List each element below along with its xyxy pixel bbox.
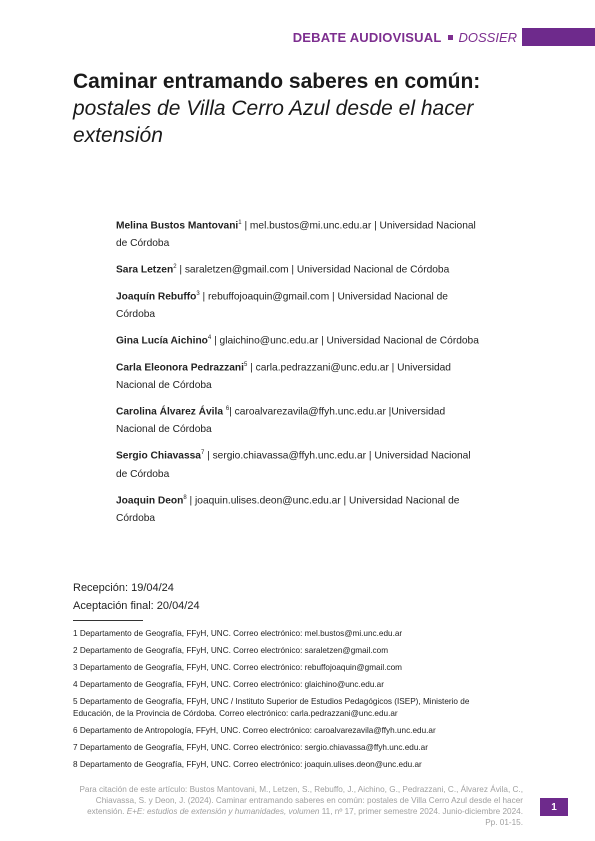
author-entry (116, 356, 481, 395)
header-bullet (448, 35, 453, 40)
author-name: Carla Eleonora Pedrazzani (116, 361, 244, 373)
footnote-mark: 6 (225, 405, 230, 412)
author-entry (116, 400, 481, 439)
author-affiliation: | mel.bustos@mi.unc.edu.ar | Universidad Nacional de Córdoba (116, 220, 476, 250)
author-affiliation: | carla.pedrazzani@unc.edu.ar | Universidad Nacional de Córdoba (116, 361, 451, 391)
author-entry (116, 444, 481, 483)
author-affiliation: | sergio.chiavassa@ffyh.unc.edu.ar | Universidad Nacional de Córdoba (116, 450, 471, 480)
footnote: 1 Departamento de Geografía, FFyH, UNC. Correo electrónico: mel.bustos@mi.unc.edu.ar (73, 629, 403, 638)
footnote: 8 Departamento de Geografía, FFyH, UNC. Correo electrónico: joaquin.ulises.deon@unc.edu.ar (73, 760, 422, 769)
footnote: 2 Departamento de Geografía, FFyH, UNC. Correo electrónico: saraletzen@gmail.com (73, 646, 389, 655)
citation-details: 11, nº 17, primer semestre 2024. Junio-diciembre 2024. Pp. 01-15. (319, 807, 523, 827)
footnote-mark: 8 (183, 494, 187, 501)
author-affiliation: | joaquin.ulises.deon@unc.edu.ar | Universidad Nacional de Córdoba (116, 495, 460, 525)
author-entry (116, 258, 481, 279)
footnote-divider (73, 620, 143, 621)
citation-journal: E+E: estudios de extensión y humanidades, volumen (126, 807, 320, 816)
title-main: Caminar entramando saberes en común: (73, 70, 481, 93)
reception-date: Recepción: 19/04/24 (73, 582, 174, 594)
footnote: 7 Departamento de Geografía, FFyH, UNC. Correo electrónico: sergio.chiavassa@ffyh.unc.edu.ar (73, 743, 428, 752)
author-name: Gina Lucía Aichino (116, 335, 208, 347)
author-affiliation: | saraletzen@gmail.com | Universidad Nacional de Córdoba (176, 264, 450, 276)
author-name: Joaquin Deon (116, 495, 184, 507)
author-entry (116, 214, 481, 253)
author-name: Carolina Álvarez Ávila (116, 406, 226, 418)
running-header (293, 28, 595, 46)
footnote: 4 Departamento de Geografía, FFyH, UNC. Correo electrónico: glaichino@unc.edu.ar (73, 680, 384, 689)
footnote: 6 Departamento de Antropología, FFyH, UNC. Correo electrónico: caroalvarezavila@ffyh.unc.edu.ar (73, 726, 436, 735)
header-section-label: DEBATE AUDIOVISUAL (292, 29, 442, 45)
author-affiliation: | caroalvarezavila@ffyh.unc.edu.ar |Universidad Nacional de Córdoba (116, 406, 446, 436)
citation-text: Para citación de este artículo: Bustos Mantovani, M., Letzen, S., Rebuffo, J., Aichino, G., Pedrazzani, C., Álvarez Ávila, C., Chiavassa, S. y Deon, J. (2024). Caminar entramando saberes en común: postales de Villa Cerro Azul desde el hacer extensión. (79, 785, 523, 816)
footnote-mark: 2 (173, 264, 177, 271)
footnote-mark: 1 (238, 220, 242, 226)
footnote-mark: 3 (196, 290, 200, 297)
submission-dates (73, 579, 200, 615)
author-name: Joaquín Rebuffo (116, 291, 197, 303)
author-entry (116, 285, 481, 324)
author-name: Melina Bustos Mantovani (116, 220, 239, 232)
footnote-mark: 4 (207, 335, 212, 342)
header-accent-bar (522, 28, 595, 46)
footnote-mark: 7 (200, 450, 205, 457)
acceptance-date: Aceptación final: 20/04/24 (73, 600, 200, 612)
author-entry (116, 489, 481, 528)
footnote-list (73, 628, 493, 776)
footnote: 5 Departamento de Geografía, FFyH, UNC / Instituto Superior de Estudios Pedagógicos (ISEP), Ministerio de Educación, de la Provincia de Córdoba. Correo electrónico: carla.pedrazzani@unc.edu.ar (73, 697, 470, 718)
author-name: Sergio Chiavassa (116, 450, 201, 462)
title-subtitle: postales de Villa Cerro Azul desde el hacer extensión (73, 97, 474, 147)
author-list (116, 214, 481, 533)
author-name: Sara Letzen (116, 264, 174, 276)
author-affiliation: | glaichino@unc.edu.ar | Universidad Nacional de Córdoba (211, 335, 479, 347)
article-title (73, 68, 523, 149)
page-number-badge: 1 (540, 798, 568, 816)
header-subsection-label: DOSSIER (458, 29, 517, 45)
citation-note (73, 784, 523, 828)
footnote-mark: 5 (243, 361, 248, 368)
author-affiliation: | rebuffojoaquin@gmail.com | Universidad Nacional de Córdoba (116, 291, 448, 321)
author-entry (116, 329, 481, 350)
footnote: 3 Departamento de Geografía, FFyH, UNC. Correo electrónico: rebuffojoaquin@gmail.com (73, 663, 402, 672)
